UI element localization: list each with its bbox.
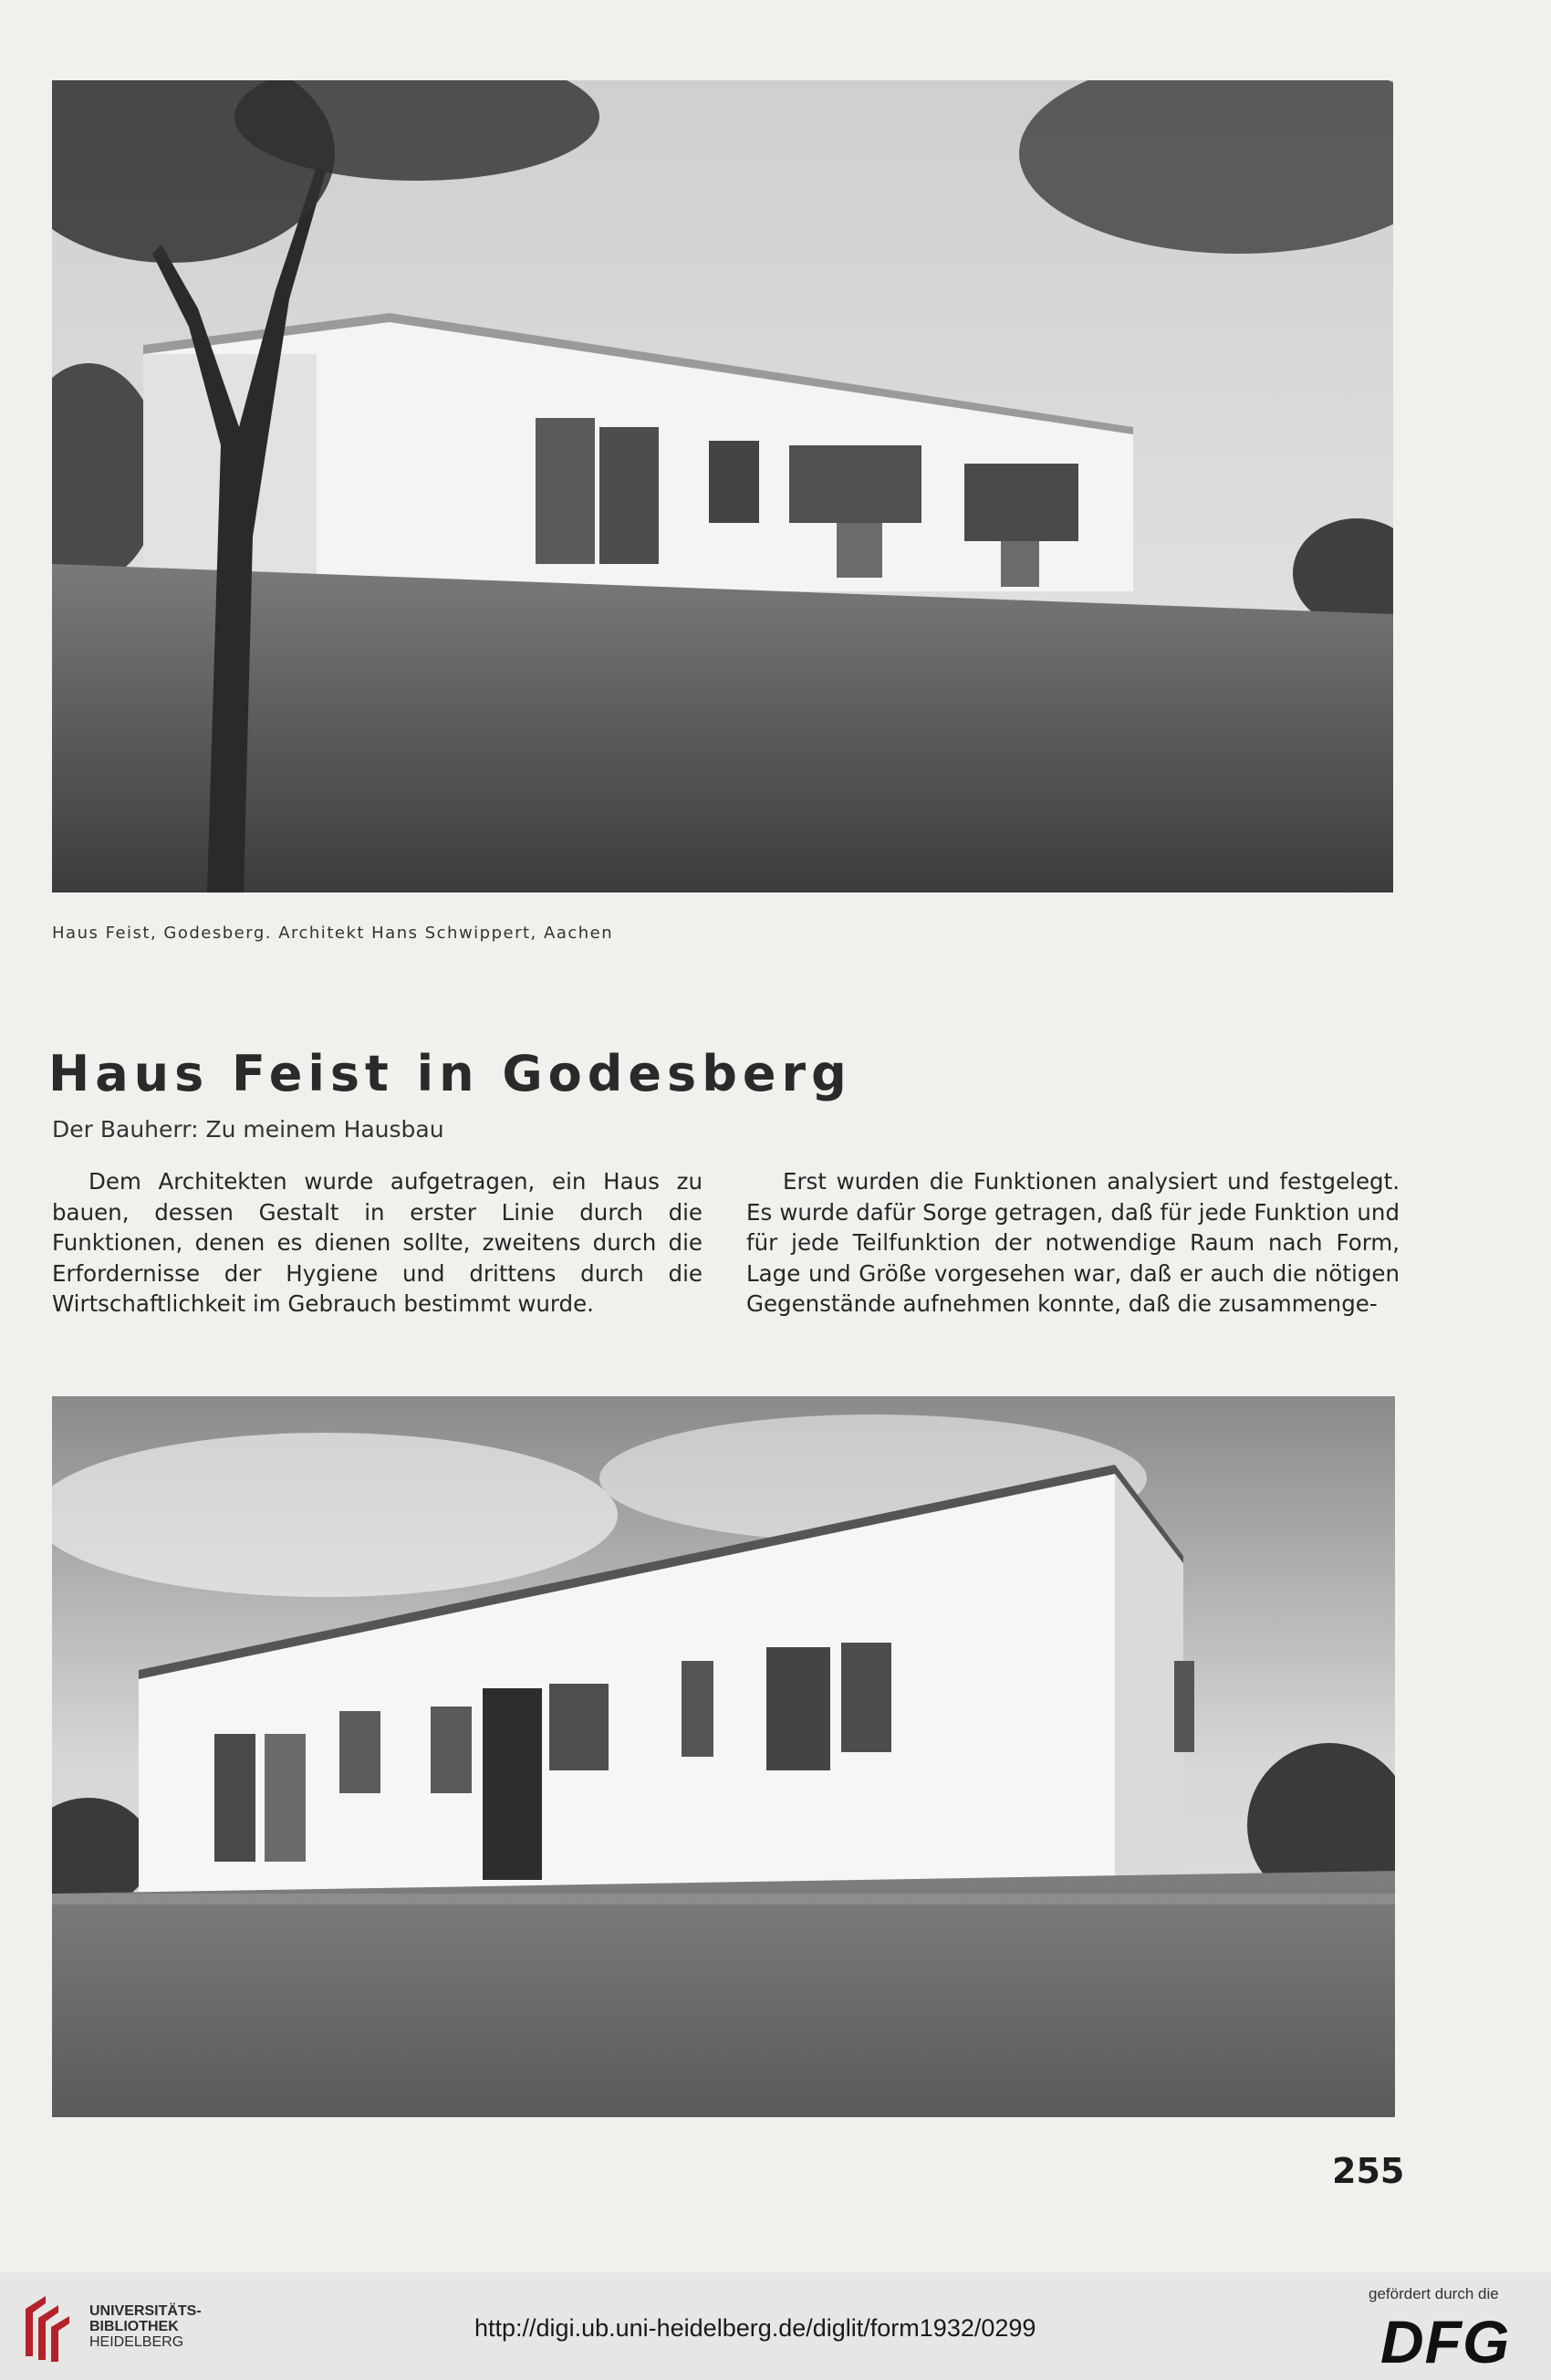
article-title: Haus Feist in Godesberg (48, 1045, 852, 1102)
dfg-logo: DFG (1380, 2308, 1511, 2375)
house-photo-top (52, 80, 1393, 892)
library-logo-icon (18, 2292, 75, 2364)
house-photo-bottom (52, 1396, 1395, 2117)
photo-caption: Haus Feist, Godesberg. Architekt Hans Schwippert, Aachen (52, 924, 614, 943)
footer-bar (0, 2272, 1551, 2380)
library-name-line2: BIBLIOTHEK (89, 2319, 179, 2334)
house-photo-top-image (52, 80, 1393, 892)
article-column-left: Dem Architekten wurde aufgetragen, ein Haus zu bauen, dessen Gestalt in erster Linie durch die Funktionen, denen es dienen sollte, zweitens durch die Erfordernisse der Hygiene und drittens durch die Wirtschaftlichkeit im Gebrauch bestimmt wurde. (52, 1168, 703, 1318)
funded-by-label: gefördert durch die (1369, 2285, 1499, 2302)
library-name-line3: HEIDELBERG (89, 2334, 184, 2350)
library-name-line1: UNIVERSITÄTS- (89, 2303, 202, 2319)
library-name (89, 2303, 202, 2350)
article-column-right: Erst wurden die Funktionen analysiert und festgelegt. Es wurde dafür Sorge getragen, daß für jede Funktion und für jede Teilfunktion der notwendige Raum nach Form, Lage und Größe vorgesehen war, daß er auch die nötigen Gegenstände aufnehmen konnte, daß die zusammenge- (746, 1168, 1400, 1318)
page-number: 255 (1332, 2151, 1405, 2191)
article-subtitle: Der Bauherr: Zu meinem Hausbau (52, 1116, 444, 1143)
source-url-link[interactable]: http://digi.ub.uni-heidelberg.de/diglit/form1932/0299 (474, 2314, 1036, 2342)
house-photo-bottom-image (52, 1396, 1395, 2117)
